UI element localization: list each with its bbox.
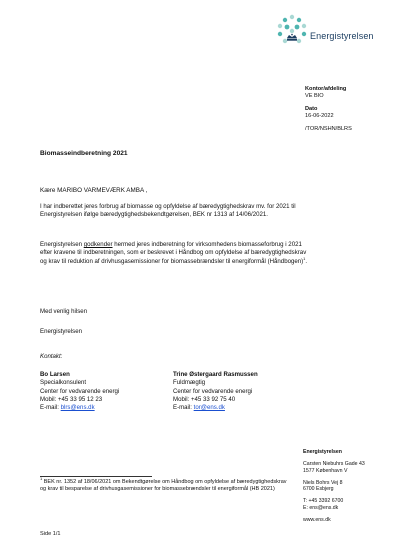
footnote-divider <box>40 476 152 477</box>
contact-role: Specialkonsulent <box>40 379 87 387</box>
contact-name: Trine Østergaard Rasmussen <box>173 371 258 378</box>
page-number: Side 1/1 <box>40 531 61 537</box>
contact-email-label: E-mail: <box>40 404 61 412</box>
approves-word: godkender <box>83 241 113 248</box>
reference: /TOR/NSHN/BLRS <box>305 126 352 132</box>
paragraph-1: I har indberettet jeres forbrug af biomasse og opfyldelse af bæredygtighedskrav mv. for 2021 til Energistyrelsen ifølge bæredygtighedsbekendtgørelsen, BEK nr 1313 af 14/06/2021. <box>40 203 296 219</box>
paragraph-2-start: Energistyrelsen <box>40 241 84 248</box>
footnote-text: BEK nr. 1352 af 18/06/2021 om Bekendtgørelse om Håndbog om opfyldelse af bæredygtighedskrav og krav til besparelse af drivhusgasemissioner for biomassebrændsler til energiformål (HB 2021) <box>40 479 287 492</box>
contact-email-label: E-mail: <box>173 404 194 412</box>
contact-email-link[interactable]: blrs@ens.dk <box>60 404 95 412</box>
office-label: Kontor/afdeling <box>305 86 347 92</box>
org-website: www.ens.dk <box>303 517 331 524</box>
paragraph-2-end: . <box>305 257 308 265</box>
org-address-line: Carsten Niebuhrs Gade 43 <box>303 461 365 468</box>
letter-meta <box>305 86 395 133</box>
logo-wordmark: Energistyrelsen <box>310 31 374 41</box>
footnote-ref: 1 <box>303 255 306 261</box>
contact-phone: Mobil: +45 33 92 75 40 <box>173 395 236 403</box>
paragraph-2-body: hermed jeres indberetning for virksomhedens biomasseforbrug i 2021 efter kravene til indberetningen, som er beskrevet i Håndbog om opfyldelse af bæredygtighedskrav og krav til reduktion af drivhusgasemissioner for biomassebrændsler til energiformål (Håndbogen) <box>40 241 307 265</box>
org-phone: T: +45 3392 6700 <box>303 498 344 505</box>
org-address-line: 6700 Esbjerg <box>303 486 334 493</box>
contact-phone: Mobil: +45 33 95 12 23 <box>40 395 103 403</box>
org-address-line: Niels Bohrs Vej 8 <box>303 479 343 486</box>
contact-unit: Center for vedvarende energi <box>40 387 120 395</box>
paragraph-2 <box>40 241 310 266</box>
contact-label: Kontakt: <box>40 353 63 360</box>
org-address-line: 1577 København V <box>303 467 348 474</box>
org-name: Energistyrelsen <box>303 449 342 455</box>
greeting: Kære MARIBO VARMEVÆRK AMBA , <box>40 187 148 194</box>
org-email: E: ens@ens.dk <box>303 505 339 512</box>
contact-card <box>173 371 333 412</box>
date-value: 16-06-2022 <box>305 113 334 119</box>
logo <box>274 14 394 54</box>
office-value: VE BIO <box>305 93 324 99</box>
contact-email-link[interactable]: tor@ens.dk <box>193 404 225 412</box>
date-label: Dato <box>305 106 318 112</box>
contact-role: Fuldmægtig <box>173 379 206 387</box>
footnote-number: 1 <box>40 476 43 482</box>
letter-title: Biomasseindberetning 2021 <box>40 150 128 157</box>
footnote <box>40 476 290 493</box>
org-address <box>303 449 395 524</box>
contact-name: Bo Larsen <box>40 371 70 378</box>
sender: Energistyrelsen <box>40 328 82 335</box>
closing: Med venlig hilsen <box>40 308 88 315</box>
contact-email-row <box>173 404 333 412</box>
crown-logo-icon <box>274 14 310 54</box>
contact-unit: Center for vedvarende energi <box>173 387 253 395</box>
